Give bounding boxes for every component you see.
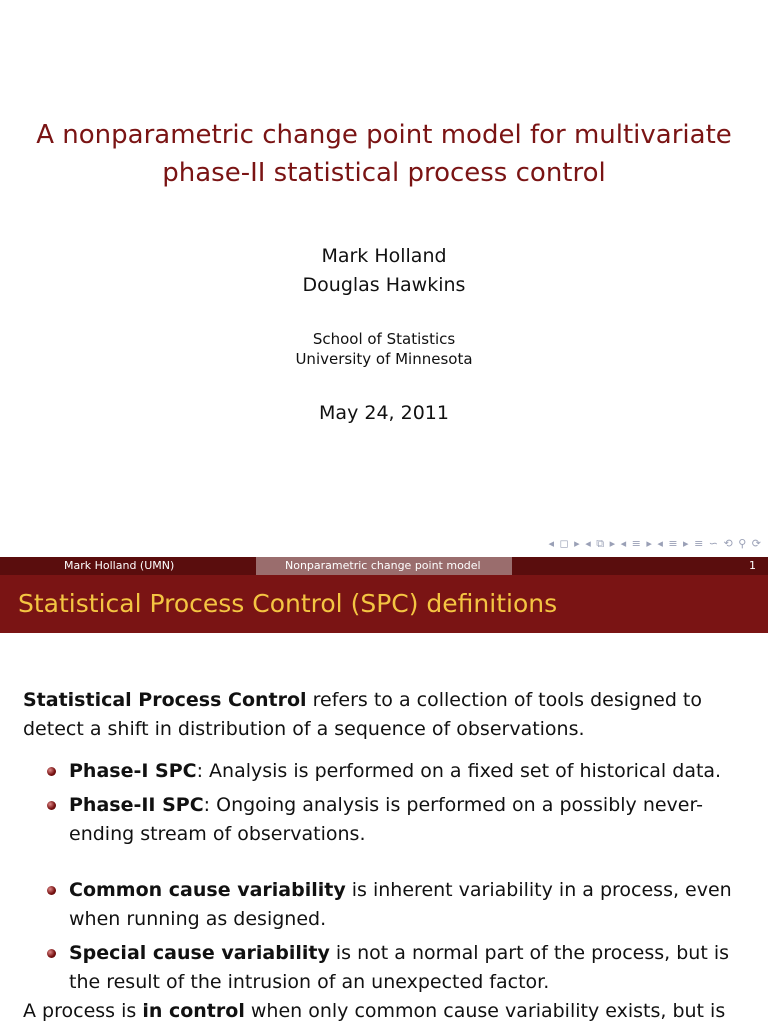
beamer-navigation-icons[interactable]: ◂ ◻ ▸ ◂ ⧉ ▸ ◂ ≡ ▸ ◂ ≡ ▸ ≡ ∽ ⟲ ⚲ ⟳ xyxy=(548,537,762,550)
bullet-icon xyxy=(47,886,56,895)
bullet-icon xyxy=(47,949,56,958)
presentation-date: May 24, 2011 xyxy=(319,402,449,424)
slide-content xyxy=(23,686,753,1026)
presentation-title: A nonparametric change point model for multivariate phase-II statistical process control xyxy=(36,120,732,188)
author-name: Douglas Hawkins xyxy=(302,274,466,296)
author-name: Mark Holland xyxy=(321,245,447,267)
list-item: Common cause variability is inherent variability in a process, even when running as designed. xyxy=(23,876,753,934)
list-item: Phase-I SPC: Analysis is performed on a fixed set of historical data. xyxy=(23,757,753,786)
phase-list xyxy=(23,757,753,849)
footer-title: Nonparametric change point model xyxy=(285,559,481,572)
footer-author: Mark Holland (UMN) xyxy=(64,559,175,572)
footer-author-segment xyxy=(0,557,256,575)
bullet-icon xyxy=(47,801,56,810)
page-number: 1 xyxy=(749,559,756,572)
footer-page-segment xyxy=(512,557,768,575)
frame-title-bar xyxy=(0,575,768,633)
bullet-icon xyxy=(47,767,56,776)
frame-title: Statistical Process Control (SPC) definitions xyxy=(18,589,558,618)
variability-list xyxy=(23,876,753,997)
footer-title-segment xyxy=(256,557,512,575)
slide-footer xyxy=(0,557,768,575)
intro-term: Statistical Process Control xyxy=(23,689,307,711)
list-item: Special cause variability is not a normal part of the process, but is the result of the intrusion of an unexpected factor. xyxy=(23,939,753,997)
institution: School of Statistics University of Minnesota xyxy=(295,330,473,368)
authors xyxy=(0,242,768,300)
intro-paragraph: Statistical Process Control refers to a collection of tools designed to detect a shift in distribution of a sequence of observations. xyxy=(23,689,702,740)
list-item: Phase-II SPC: Ongoing analysis is performed on a possibly never-ending stream of observations. xyxy=(23,791,753,849)
in-control-paragraph: A process is in control when only common cause variability exists, but is xyxy=(23,1000,726,1022)
